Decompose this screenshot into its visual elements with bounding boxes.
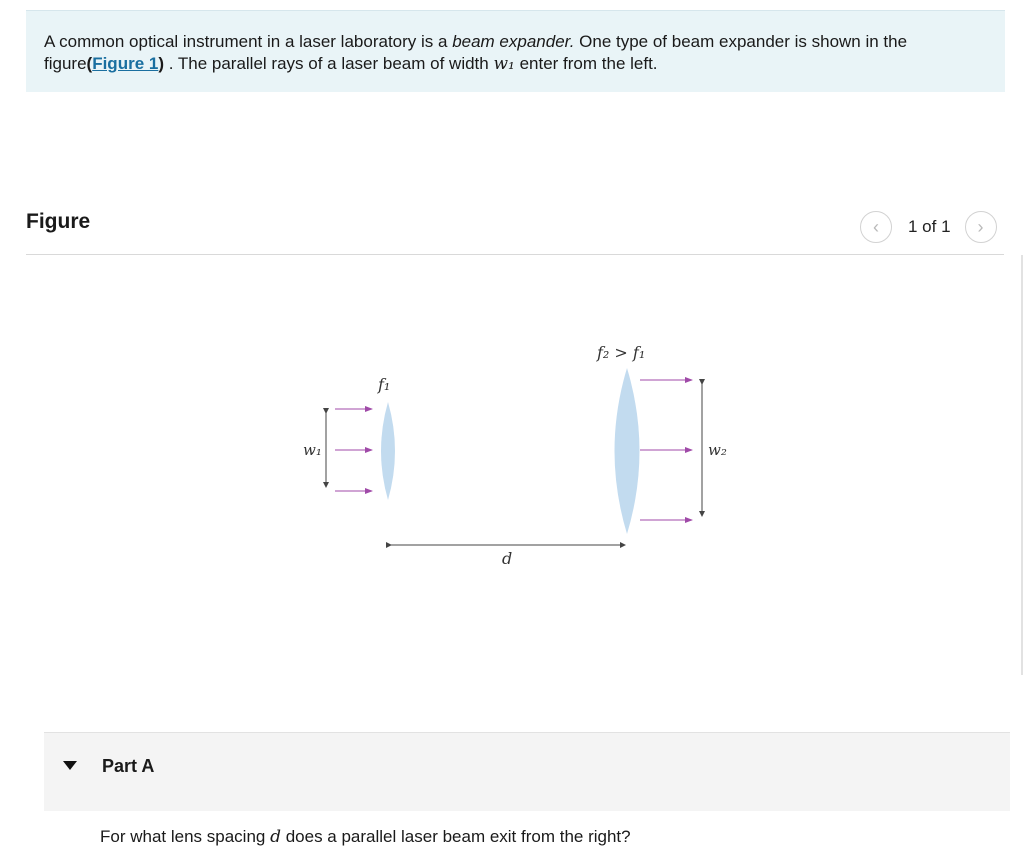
lens-f2 xyxy=(615,368,640,534)
part-a-label: Part A xyxy=(102,756,155,776)
intro-text: . The parallel rays of a laser beam of width xyxy=(164,54,494,73)
paren-open: ( xyxy=(86,54,93,73)
intro-text: One type of beam expander is shown in the figure xyxy=(44,32,908,73)
lens-f1 xyxy=(381,402,395,500)
question-var-d: d xyxy=(270,827,281,847)
figure-link[interactable]: Figure 1 xyxy=(92,54,159,73)
figure-title: Figure xyxy=(26,210,91,233)
pager-label: 1 of 1 xyxy=(908,217,951,236)
chevron-left-icon: ‹ xyxy=(873,216,879,237)
collapse-triangle-icon[interactable] xyxy=(63,761,77,770)
label-d: d xyxy=(502,549,513,568)
label-w1: w₁ xyxy=(303,441,322,459)
var-w1: w₁ xyxy=(493,54,515,74)
question-text: For what lens spacing xyxy=(100,827,271,846)
intro-text: enter from the left. xyxy=(514,54,658,73)
label-w2: w₂ xyxy=(708,441,727,459)
part-a-header[interactable] xyxy=(44,732,1010,811)
question-text: does a parallel laser beam exit from the right? xyxy=(280,827,631,846)
label-f1: f₁ xyxy=(378,375,391,394)
label-f2-gt-f1: f₂ > f₁ xyxy=(597,343,646,362)
intro-text: A common optical instrument in a laser laboratory is a xyxy=(44,32,453,51)
intro-emphasis: beam expander. xyxy=(452,32,575,51)
chevron-right-icon: › xyxy=(977,216,984,237)
paren-close: ) xyxy=(158,54,164,73)
part-a-question xyxy=(100,827,631,847)
